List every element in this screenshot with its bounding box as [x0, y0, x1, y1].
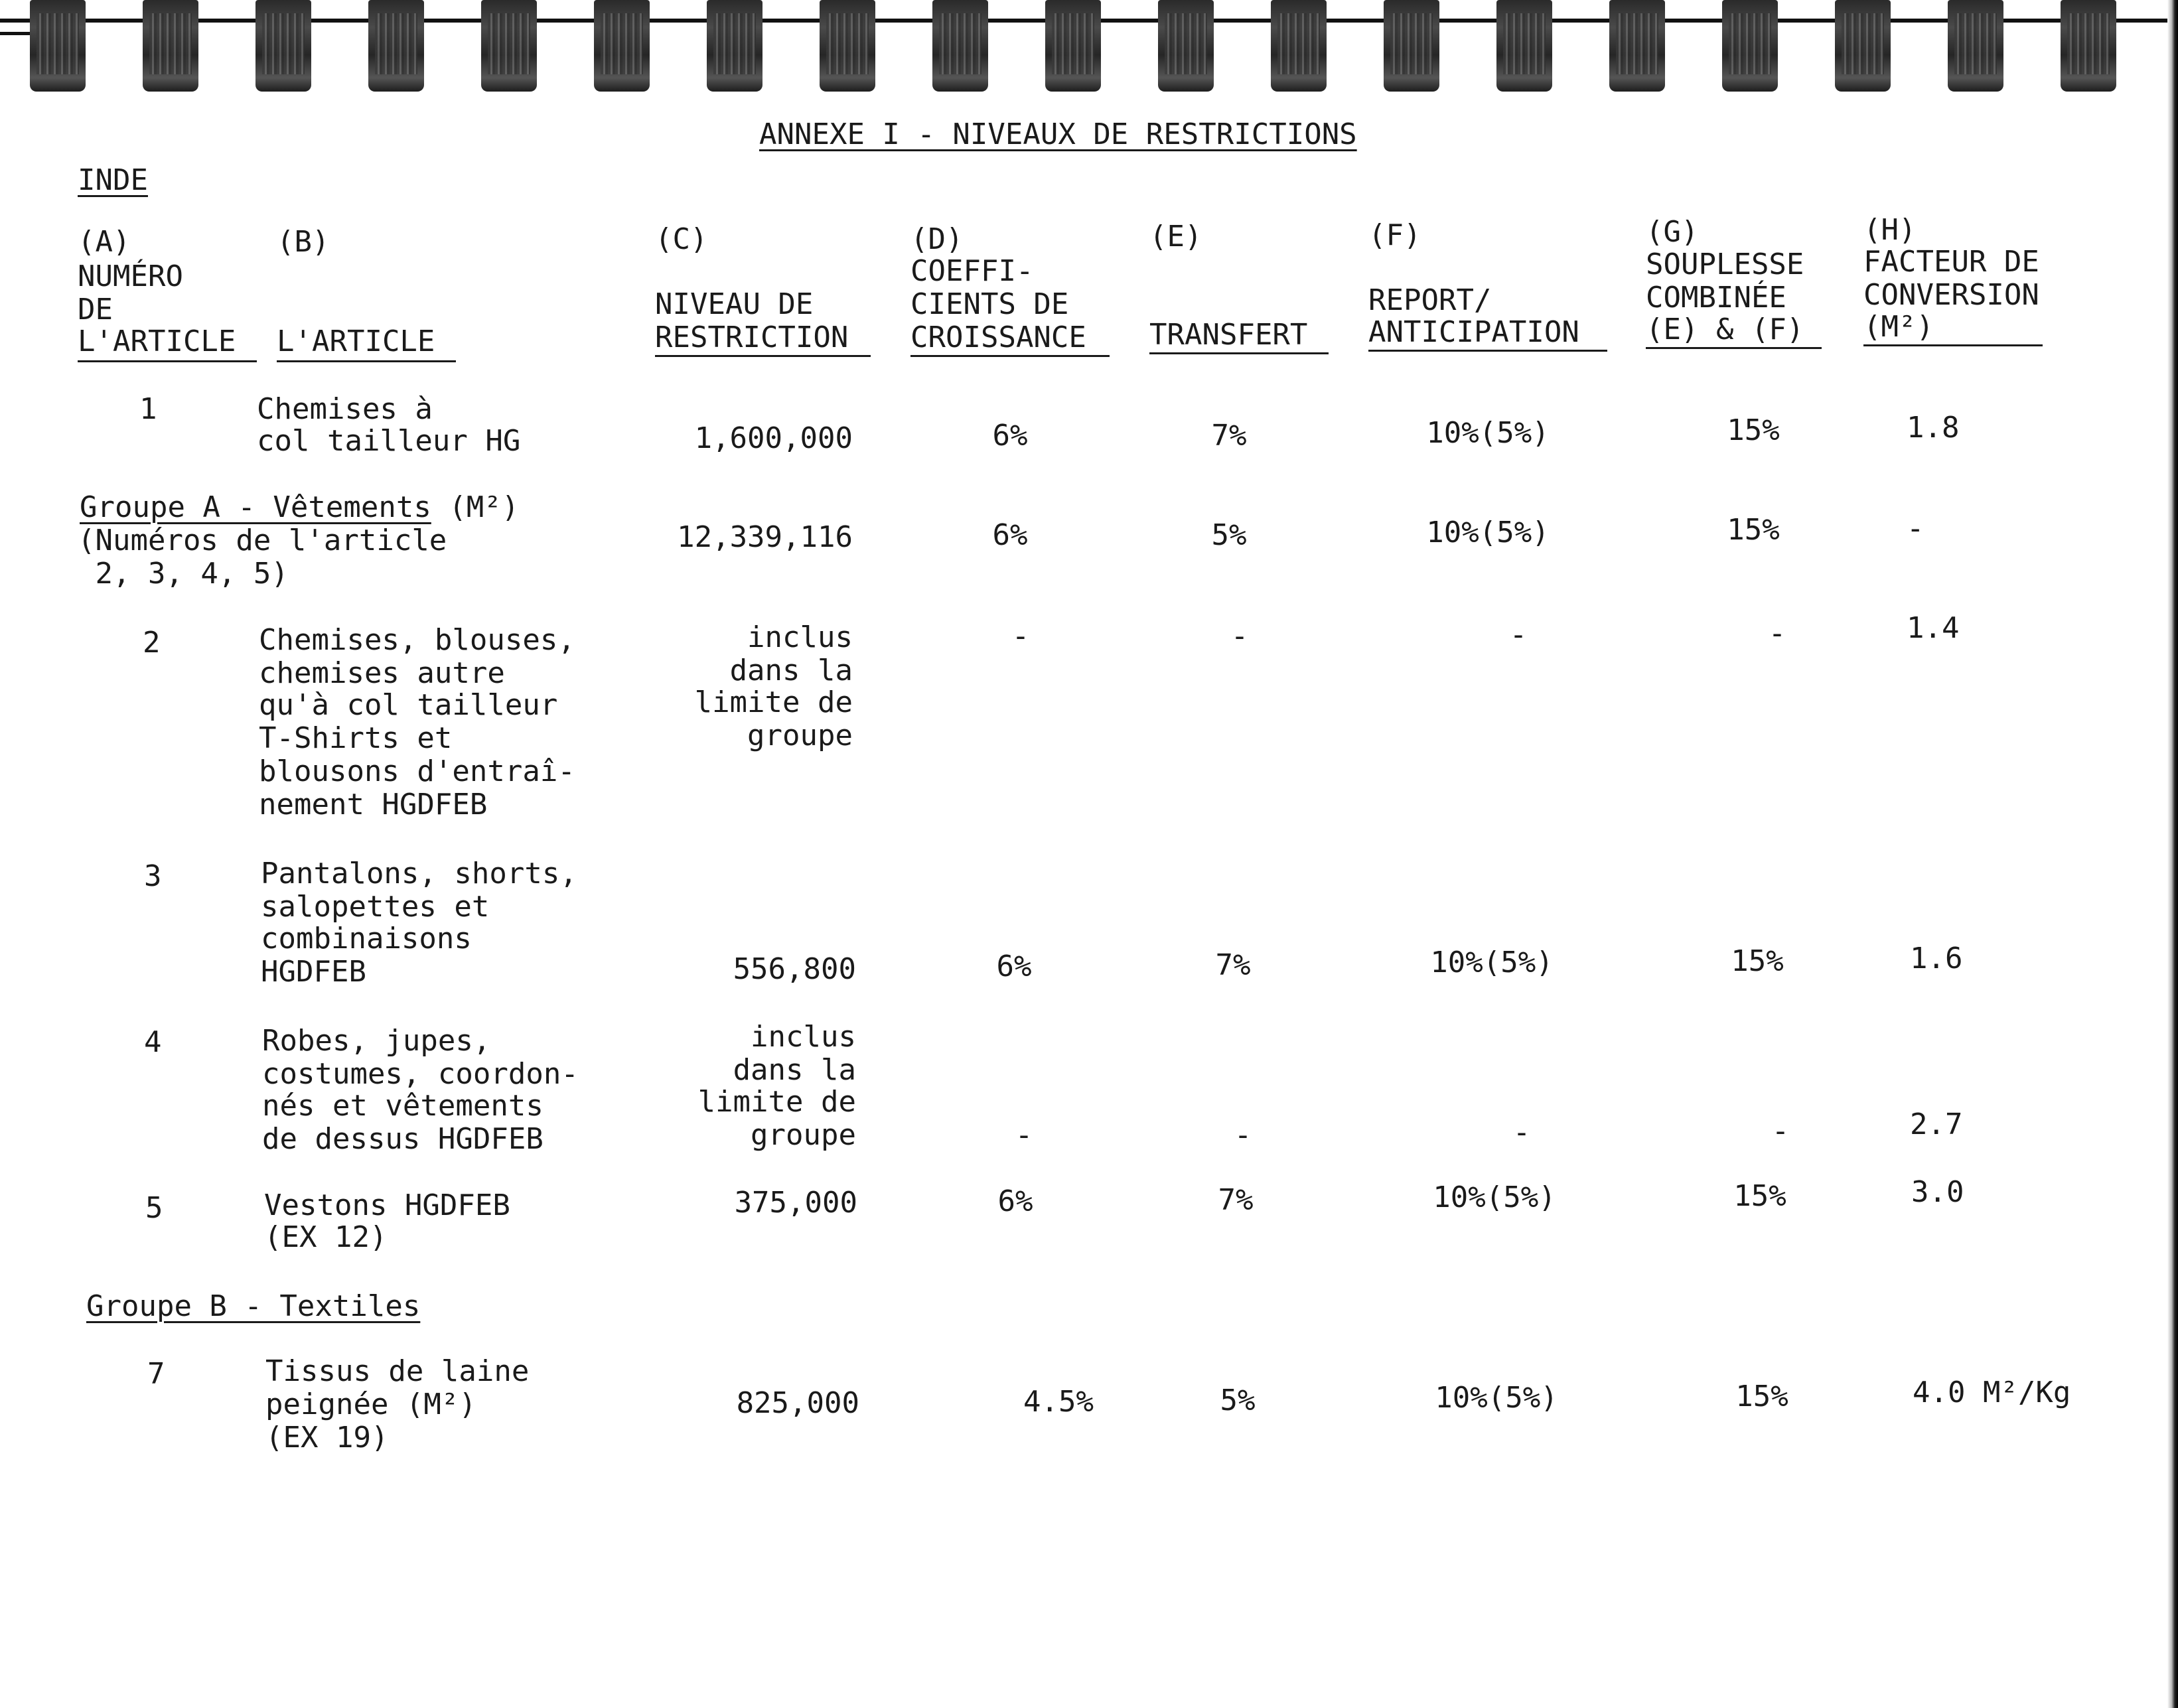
binding-ring — [1835, 0, 1891, 92]
group-a-carryover: 10%(5%) — [1426, 516, 1550, 549]
binding-ring — [2061, 0, 2116, 92]
header-c-letter: (C) — [655, 222, 708, 256]
header-c-line1: NIVEAU DE — [655, 287, 814, 321]
header-h-line2: CONVERSION — [1863, 278, 2039, 312]
row-2-desc-line3: qu'à col tailleur — [259, 688, 558, 722]
header-d-line1: COEFFI- — [910, 254, 1034, 288]
row-2-desc-line5: blousons d'entraî- — [259, 754, 575, 788]
header-a-line1: NUMÉRO — [78, 259, 183, 293]
header-g-letter: (G) — [1646, 215, 1699, 249]
row-4-transfer: - — [1234, 1118, 1252, 1152]
header-g-line3: (E) & (F) — [1646, 313, 1804, 346]
header-b-line1: L'ARTICLE — [277, 324, 435, 358]
row-1-flexibility: 15% — [1727, 413, 1780, 447]
header-g-line2: COMBINÉE — [1646, 281, 1786, 315]
row-2-number: 2 — [143, 626, 161, 660]
row-7-flexibility: 15% — [1735, 1380, 1788, 1413]
row-5-carryover: 10%(5%) — [1433, 1180, 1556, 1214]
row-2-factor: 1.4 — [1907, 611, 1960, 645]
row-5-number: 5 — [145, 1191, 163, 1225]
binding-ring — [1948, 0, 2003, 92]
row-2-level-line4: groupe — [747, 719, 853, 752]
row-5-factor: 3.0 — [1911, 1175, 1964, 1209]
binding-ring — [594, 0, 650, 92]
row-1-number: 1 — [139, 392, 157, 426]
row-7-desc-line1: Tissus de laine — [265, 1354, 530, 1388]
row-5-desc-line1: Vestons HGDFEB — [264, 1188, 510, 1222]
header-d-letter: (D) — [910, 222, 964, 256]
header-e-letter: (E) — [1149, 220, 1202, 253]
row-4-level-line2: dans la — [733, 1053, 856, 1087]
row-7-carryover: 10%(5%) — [1435, 1381, 1558, 1415]
group-a-growth: 6% — [992, 518, 1028, 552]
header-f-line1: REPORT/ — [1368, 283, 1492, 317]
binding-ring — [481, 0, 537, 92]
header-a-line2: DE — [78, 293, 113, 326]
header-f-underline — [1368, 350, 1607, 352]
header-a-underline — [78, 360, 257, 362]
row-1-carryover: 10%(5%) — [1426, 416, 1550, 450]
header-e-line1: TRANSFERT — [1149, 318, 1308, 352]
binding-ring — [707, 0, 762, 92]
row-3-carryover: 10%(5%) — [1430, 946, 1554, 979]
row-5-flexibility: 15% — [1733, 1179, 1786, 1213]
group-a-transfer: 5% — [1211, 518, 1247, 552]
binding-ring — [368, 0, 424, 92]
row-2-level-line2: dans la — [729, 654, 853, 687]
binding-ring — [1271, 0, 1327, 92]
header-g-line1: SOUPLESSE — [1646, 248, 1804, 281]
header-c-underline — [655, 355, 871, 357]
header-b-letter: (B) — [277, 225, 330, 259]
header-h-letter: (H) — [1863, 213, 1917, 247]
row-3-transfer: 7% — [1215, 948, 1251, 982]
row-4-level-line3: limite de — [697, 1085, 856, 1119]
row-4-factor: 2.7 — [1910, 1107, 1963, 1141]
binding-ring — [1158, 0, 1214, 92]
row-4-level-line1: inclus — [751, 1020, 856, 1054]
row-2-level-line1: inclus — [747, 620, 853, 654]
group-a-flexibility: 15% — [1727, 513, 1780, 547]
row-3-level: 556,800 — [733, 952, 856, 986]
row-2-desc-line1: Chemises, blouses, — [259, 623, 575, 657]
binding-ring — [255, 0, 311, 92]
header-h-line3: (M²) — [1863, 310, 1934, 344]
row-3-factor: 1.6 — [1910, 942, 1963, 975]
row-7-transfer: 5% — [1220, 1384, 1256, 1417]
header-a-letter: (A) — [78, 225, 131, 259]
group-a-level: 12,339,116 — [677, 520, 853, 554]
row-7-desc-line2: peignée (M²) — [265, 1388, 476, 1421]
spiral-binding — [0, 0, 2178, 100]
header-d-underline — [910, 355, 1110, 357]
binding-ring — [1722, 0, 1778, 92]
row-5-desc-line2: (EX 12) — [264, 1220, 388, 1254]
row-2-level-line3: limite de — [694, 685, 853, 719]
row-7-factor: 4.0 M²/Kg — [1913, 1376, 2071, 1409]
row-5-transfer: 7% — [1218, 1183, 1254, 1217]
header-h-underline — [1863, 344, 2043, 346]
row-2-growth: - — [1011, 619, 1030, 653]
binding-ring — [1045, 0, 1101, 92]
header-b-underline — [277, 360, 456, 362]
binding-ring — [1609, 0, 1665, 92]
row-5-level: 375,000 — [734, 1186, 857, 1220]
page-title: ANNEXE I - NIVEAUX DE RESTRICTIONS — [759, 117, 1357, 151]
row-7-desc-line3: (EX 19) — [265, 1421, 389, 1455]
row-4-desc-line2: costumes, coordon- — [262, 1057, 579, 1091]
row-7-level: 825,000 — [736, 1386, 859, 1420]
row-1-desc-line1: Chemises à — [257, 392, 433, 426]
header-f-letter: (F) — [1368, 218, 1421, 252]
row-1-desc-line2: col tailleur HG — [257, 424, 521, 458]
row-4-number: 4 — [144, 1025, 162, 1059]
group-a-label — [80, 491, 519, 524]
row-4-level-line4: groupe — [751, 1118, 856, 1152]
group-b-label: Groupe B - Textiles — [86, 1289, 421, 1323]
row-7-growth: 4.5% — [1023, 1385, 1094, 1419]
group-a-factor: - — [1907, 512, 1924, 545]
row-2-desc-line2: chemises autre — [259, 656, 505, 690]
header-h-line1: FACTEUR DE — [1863, 245, 2039, 279]
row-4-flexibility: - — [1771, 1114, 1790, 1148]
row-3-desc-line4: HGDFEB — [261, 955, 366, 989]
row-4-desc-line4: de dessus HGDFEB — [262, 1122, 544, 1156]
header-e-underline — [1149, 352, 1329, 354]
row-2-desc-line4: T-Shirts et — [259, 721, 453, 755]
header-d-line3: CROISSANCE — [910, 320, 1086, 354]
group-a-unit: (M²) — [449, 490, 520, 524]
row-3-desc-line2: salopettes et — [261, 890, 490, 924]
row-2-carryover: - — [1509, 618, 1528, 652]
row-3-desc-line1: Pantalons, shorts, — [261, 857, 577, 890]
binding-ring — [143, 0, 198, 92]
row-3-growth: 6% — [996, 950, 1032, 983]
row-2-desc-line6: nement HGDFEB — [259, 788, 488, 821]
header-f-line2: ANTICIPATION — [1368, 315, 1579, 349]
binding-ring — [820, 0, 875, 92]
binding-ring — [932, 0, 988, 92]
row-1-level: 1,600,000 — [694, 421, 853, 455]
row-3-number: 3 — [144, 859, 162, 893]
row-3-desc-line3: combinaisons — [261, 922, 472, 956]
group-a-title: Groupe A - Vêtements — [80, 490, 431, 524]
binding-ring — [30, 0, 86, 92]
row-7-number: 7 — [147, 1357, 165, 1391]
binding-ring — [1496, 0, 1552, 92]
header-a-line3: L'ARTICLE — [78, 324, 236, 358]
group-a-sub-line2: 2, 3, 4, 5) — [78, 557, 289, 591]
row-4-carryover: - — [1512, 1115, 1531, 1149]
header-g-underline — [1646, 347, 1822, 349]
header-c-line2: RESTRICTION — [655, 320, 849, 354]
row-4-desc-line1: Robes, jupes, — [262, 1024, 491, 1058]
row-2-transfer: - — [1230, 619, 1249, 653]
row-1-growth: 6% — [992, 419, 1028, 453]
row-3-flexibility: 15% — [1731, 944, 1784, 978]
row-5-growth: 6% — [997, 1184, 1033, 1218]
row-4-desc-line3: nés et vêtements — [262, 1089, 544, 1123]
row-1-factor: 1.8 — [1907, 411, 1960, 445]
row-4-growth: - — [1015, 1118, 1033, 1152]
row-1-transfer: 7% — [1211, 419, 1247, 453]
group-a-sub-line1: (Numéros de l'article — [78, 524, 447, 557]
binding-ring — [1384, 0, 1439, 92]
row-2-flexibility: - — [1768, 616, 1786, 650]
country-label: INDE — [78, 163, 148, 197]
header-d-line2: CIENTS DE — [910, 287, 1069, 321]
page-edge-shadow — [2167, 0, 2178, 1708]
